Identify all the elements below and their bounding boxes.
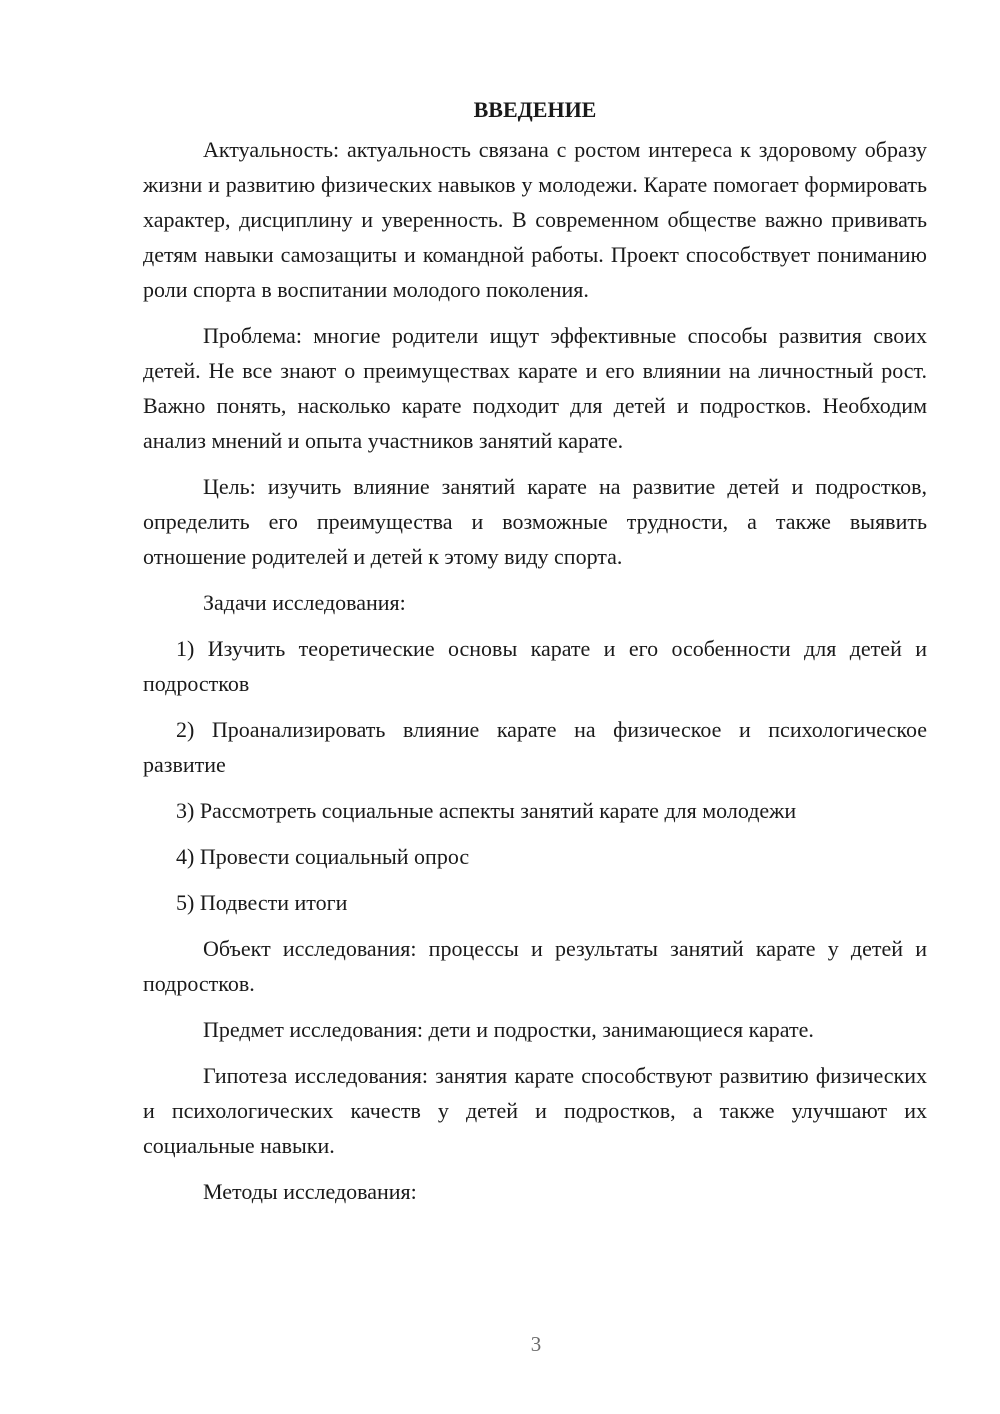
object-paragraph: Объект исследования: процессы и результаты занятий карате у детей и подростков. (143, 936, 927, 996)
subject-paragraph: Предмет исследования: дети и подростки, занимающиеся карате. (203, 1017, 814, 1042)
methods-heading: Методы исследования: (203, 1179, 417, 1204)
page-title: ВВЕДЕНИЕ (473, 97, 597, 122)
tasks-heading: Задачи исследования: (203, 590, 406, 615)
task-item-2: 2) Проанализировать влияние карате на физическое и психологическое развитие (143, 717, 927, 777)
document-page (143, 92, 927, 1209)
task-item-3: 3) Рассмотреть социальные аспекты занятий карате для молодежи (176, 798, 797, 823)
task-item-1: 1) Изучить теоретические основы карате и его особенности для детей и подростков (143, 636, 927, 696)
task-item-4: 4) Провести социальный опрос (176, 844, 470, 869)
task-item-5: 5) Подвести итоги (176, 890, 348, 915)
relevance-paragraph: Актуальность: актуальность связана с ростом интереса к здоровому образу жизни и развитию физических навыков у молодежи. Карате помогает формировать характер, дисциплину и уверенность. В современном обществе важно прививать детям навыки самозащиты и командной работы. Проект способствует пониманию роли спорта в воспитании молодого поколения. (143, 137, 927, 302)
goal-paragraph: Цель: изучить влияние занятий карате на развитие детей и подростков, определить его преимущества и возможные трудности, а также выявить отношение родителей и детей к этому виду спорта. (143, 474, 927, 569)
page-number: 3 (530, 1332, 542, 1356)
hypothesis-paragraph: Гипотеза исследования: занятия карате способствуют развитию физических и психологических качеств у детей и подростков, а также улучшают их социальные навыки. (143, 1063, 927, 1158)
problem-paragraph: Проблема: многие родители ищут эффективные способы развития своих детей. Не все знают о преимуществах карате и его влиянии на личностный рост. Важно понять, насколько карате подходит для детей и подростков. Необходим анализ мнений и опыта участников занятий карате. (143, 323, 927, 453)
